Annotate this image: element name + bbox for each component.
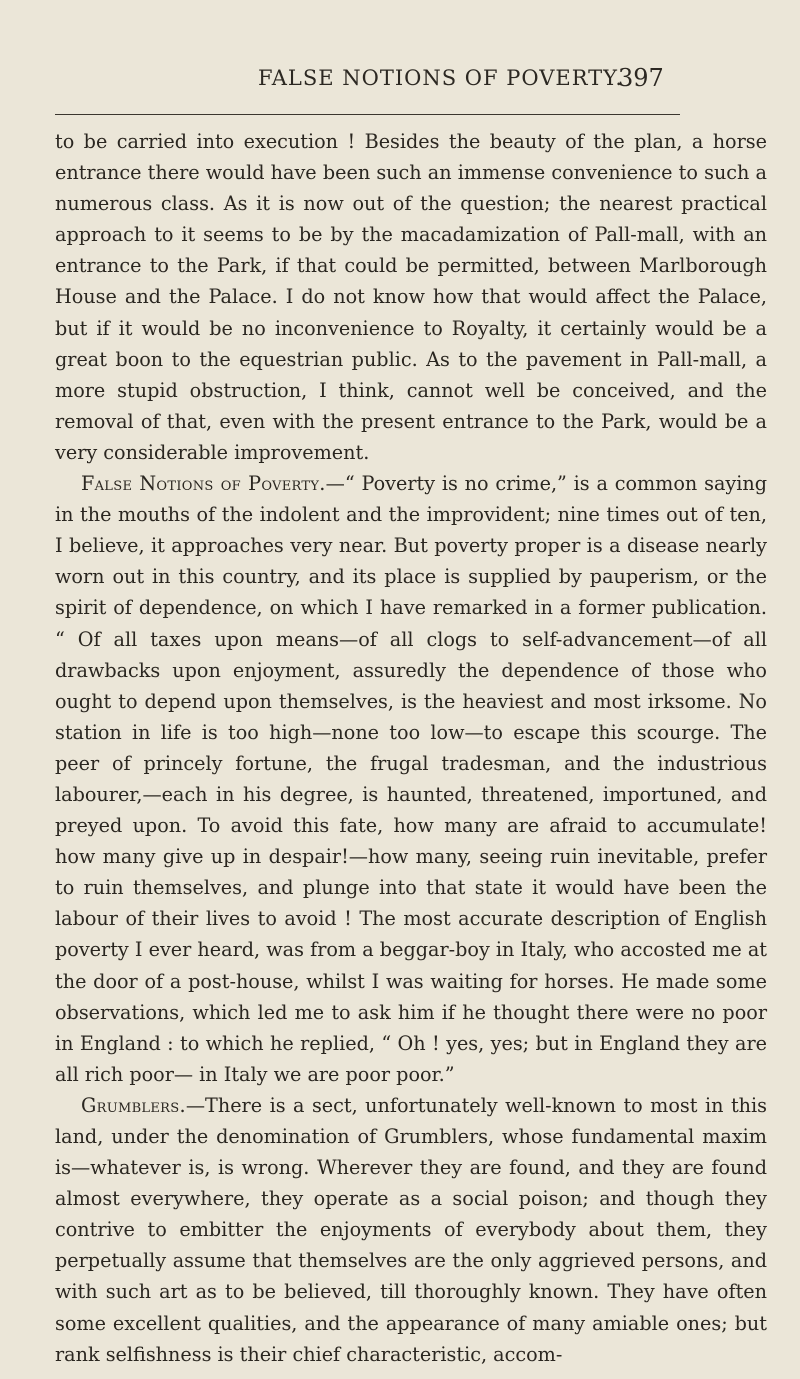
section-heading: Grumblers. [81,1093,186,1117]
running-head [0,58,800,98]
paragraph-grumblers [55,1090,767,1370]
paragraph-text: —There is a sect, unfortunately well-known to most in this land, under the denomination of Grumblers, whose fundamental maxim is—whatever is, is wrong. Wherever they are found, and they are found almost everywhere, they operate as a social poison; and though they contrive to embitter the enjoyments of everybody about them, they perpetually assume that themselves are the only aggrieved persons, and with such art as to be believed, till thoroughly known. They have often some excellent qualities, and the appearance of many amiable ones; but rank selfishness is their chief characteristic, accom- [55,1093,767,1366]
paragraph-false-notions-of-poverty [55,468,767,1090]
paragraph-text: —“ Poverty is no crime,” is a common saying in the mouths of the indolent and the improvident; nine times out of ten, I believe, it approaches very near. But poverty proper is a disease nearly worn out in this country, and its place is supplied by pauperism, or the spirit of dependence, on which I have remarked in a former publication. “ Of all taxes upon means—of all clogs to self-advancement—of all drawbacks upon enjoyment, assuredly the dependence of those who ought to depend upon themselves, is the heaviest and most irksome. No station in life is too high—none too low—to escape this scourge. The peer of princely fortune, the frugal tradesman, and the industrious labourer,—each in his degree, is haunted, threatened, importuned, and preyed upon. To avoid this fate, how many are afraid to accumulate! how many give up in despair!—how many, seeing ruin inevitable, prefer to ruin themselves, and plunge into that state it would have been the labour of their lives to avoid ! The most accurate description of English poverty I ever heard, was from a beggar-boy in Italy, who accosted me at the door of a post-house, whilst I was waiting for horses. He made some observations, which led me to ask him if he thought there were no poor in England : to which he replied, “ Oh ! yes, yes; but in England they are all rich poor— in Italy we are poor poor.” [55,472,767,1086]
page-body [55,126,767,1370]
page-number: 397 [618,64,664,92]
paragraph-text: to be carried into execution ! Besides the beauty of the plan, a horse entrance there would have been such an immense convenience to such a numerous class. As it is now out of the question; the nearest practical approach to it seems to be by the macadamization of Pall-mall, with an entrance to the Park, if that could be permitted, between Marlborough House and the Palace. I do not know how that would affect the Palace, but if it would be no inconvenience to Royalty, it certainly would be a great boon to the equestrian public. As to the pavement in Pall-mall, a more stupid obstruction, I think, cannot well be conceived, and the removal of that, even with the present entrance to the Park, would be a very considerable improvement. [55,130,767,464]
running-head-title: FALSE NOTIONS OF POVERTY. [258,66,624,90]
header-rule [55,114,680,115]
paragraph-continuation [55,126,767,468]
section-heading: False Notions of Poverty. [81,472,326,496]
